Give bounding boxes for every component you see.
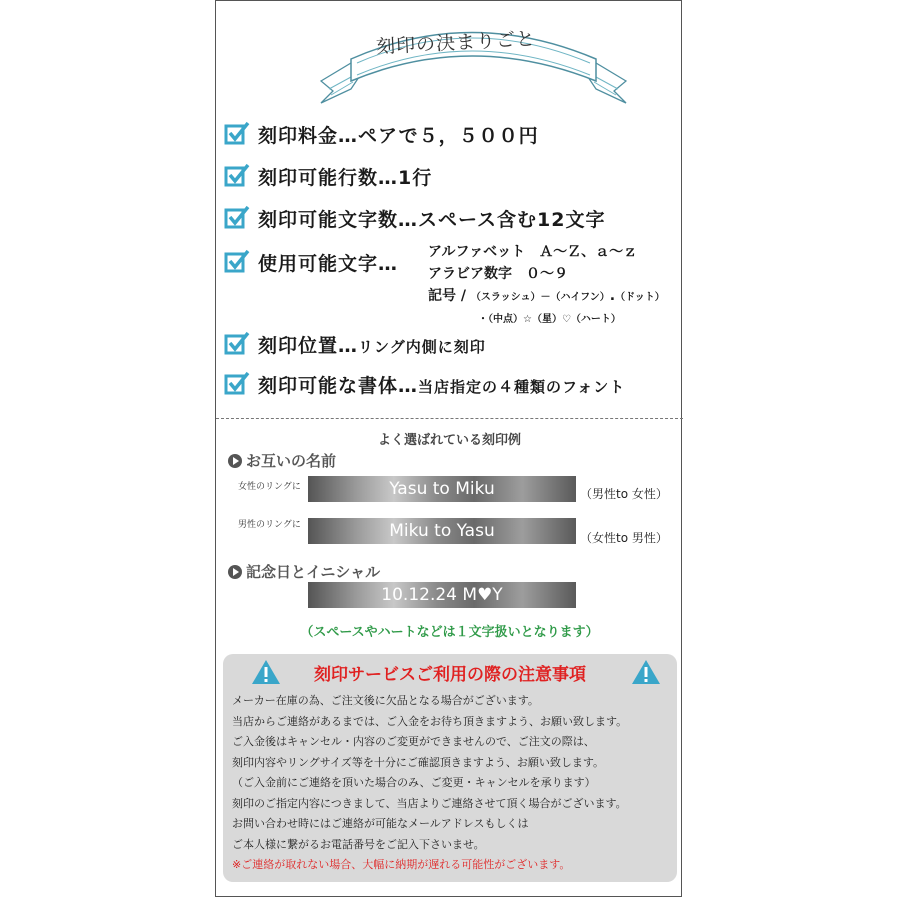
caution-box [223, 654, 677, 882]
caution-red-line: ※ご連絡が取れない場合、大幅に納期が遅れる可能性がございます。 [232, 858, 571, 871]
checkbox-icon [224, 163, 250, 187]
alphabet-range: アルファベット Ａ～Ｚ、ａ～ｚ [428, 244, 638, 260]
rule-price [224, 121, 539, 148]
rule-font-text: 刻印可能な書体…当店指定の４種類のフォント [258, 375, 626, 397]
play-circle-icon [228, 454, 242, 468]
rule-chars-text: 刻印可能文字数…スペース含む12文字 [258, 209, 606, 231]
engraving-plate-men: Miku to Yasu [308, 518, 576, 544]
usable-characters-details [428, 241, 665, 331]
caution-line: メーカー在庫の為、ご注文後に欠品となる場合がございます。 [232, 694, 539, 707]
men-direction: （女性to 男性） [580, 531, 668, 545]
engraving-plate-anniversary: 10.12.24 M♥Y [308, 582, 576, 608]
caution-title: 刻印サービスご利用の際の注意事項 [314, 665, 586, 685]
rule-position [224, 331, 486, 358]
women-direction: （男性to 女性） [580, 487, 668, 501]
caution-lines [232, 691, 627, 876]
rule-usable-text: 使用可能文字… [258, 253, 399, 275]
caution-line: お問い合わせ時にはご連絡が可能なメールアドレスもしくは [232, 817, 529, 830]
checkbox-icon [224, 121, 250, 145]
checkbox-icon [224, 331, 250, 355]
caution-line: （ご入金前にご連絡を頂いた場合のみ、ご変更・キャンセルを承ります） [232, 776, 596, 789]
rule-font [224, 371, 625, 398]
symbols-line-2: ・（中点）☆（星）♡（ハート） [478, 314, 621, 325]
women-ring-label: 女性のリングに [238, 482, 301, 492]
character-count-note: （スペースやハートなどは１文字扱いとなります） [300, 625, 599, 640]
caution-line: ご本人様に繋がるお電話番号をご記入下さいませ。 [232, 837, 485, 851]
caution-line: ご入金後はキャンセル・内容のご変更ができませんので、ご注文の際は、 [232, 735, 595, 748]
checkbox-icon [224, 205, 250, 229]
play-circle-icon [228, 565, 242, 579]
rule-price-text: 刻印料金…ペアで５，５００円 [258, 125, 539, 147]
engraving-info-panel [215, 0, 682, 897]
checkbox-icon [224, 249, 250, 273]
dashed-divider [216, 418, 683, 419]
rule-lines-text: 刻印可能行数…1行 [258, 167, 433, 189]
men-ring-label: 男性のリングに [238, 520, 301, 530]
warning-icon [631, 658, 661, 686]
banner-title: 刻印の決まりごと [375, 27, 537, 59]
examples-title: よく選ばれている刻印例 [377, 433, 521, 448]
rule-usable [224, 249, 398, 276]
numbers-range: アラビア数字 ０～９ [428, 266, 568, 282]
engraving-plate-women: Yasu to Miku [308, 476, 576, 502]
checkbox-icon [224, 371, 250, 395]
names-heading: お互いの名前 [228, 450, 336, 471]
caution-line: 当店からご連絡があるまでは、ご入金をお待ち頂きますよう、お願い致します。 [232, 714, 628, 728]
symbols-line-1: 記号 / （スラッシュ）－（ハイフン）.（ドット） [428, 288, 665, 304]
caution-line: 刻印内容やリングサイズ等を十分にご確認頂きますよう、お願い致します。 [232, 755, 605, 769]
caution-line: 刻印のご指定内容につきまして、当店よりご連絡させて頂く場合がございます。 [232, 796, 627, 810]
rule-lines [224, 163, 432, 190]
anniversary-heading: 記念日とイニシャル [228, 561, 380, 582]
rule-position-text: 刻印位置…リング内側に刻印 [258, 335, 486, 357]
rule-chars [224, 205, 606, 232]
